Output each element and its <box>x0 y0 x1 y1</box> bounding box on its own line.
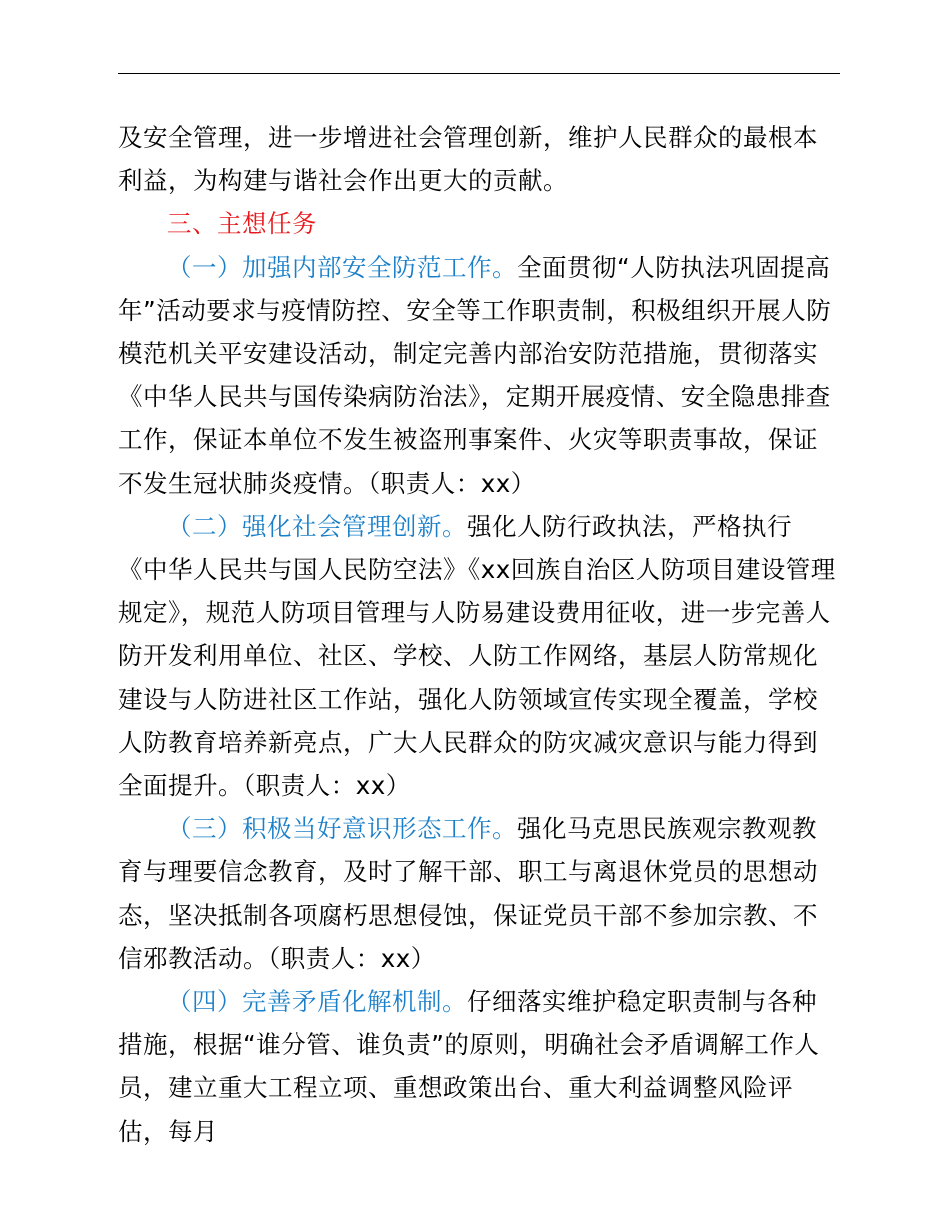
item-heading-3: （三）积极当好意识形态工作。 <box>167 814 517 844</box>
item-body-1: 全面贯彻“人防执法巩固提高年”活动要求与疫情防控、安全等工作职责制，积极组织开展人防模范机关平安建设活动，制定完善内部治安防范措施，贯彻落实《中华人民共与国传染病防治法》，定期开展疫情、安全隐患排查工作，保证本单位不发生被盗刑事案件、火灾等职责事故，保证不发生冠状肺炎疫情。（职责人：xx） <box>118 252 832 498</box>
continuation-paragraph: 及安全管理，进一步增进社会管理创新，维护人民群众的最根本利益，为构建与谐社会作出更大的贡献。 <box>118 123 818 196</box>
document-body <box>118 116 840 1153</box>
item-paragraph-4 <box>118 980 840 1153</box>
item-paragraph-3 <box>118 807 840 980</box>
item-body-2: 强化人防行政执法，严格执行《中华人民共与国人民防空法》《xx回族自治区人防项目建设管理规定》，规范人防项目管理与人防易建设费用征收，进一步完善人防开发利用单位、社区、学校、人防工作网络，基层人防常规化建设与人防进社区工作站，强化人防领域宣传实现全覆盖，学校人防教育培养新亮点，广大人民群众的防灾减灾意识与能力得到全面提升。（职责人：xx） <box>118 511 836 801</box>
section-title: 三、主想任务 <box>167 209 317 239</box>
item-heading-2: （二）强化社会管理创新。 <box>167 511 467 541</box>
item-heading-1: （一）加强内部安全防范工作。 <box>167 252 517 282</box>
item-paragraph-1 <box>118 246 840 505</box>
item-paragraph-2 <box>118 505 840 807</box>
item-heading-4: （四）完善矛盾化解机制。 <box>167 987 467 1017</box>
header-rule <box>118 73 840 74</box>
item-body-4: 仔细落实维护稳定职责制与各种措施，根据“谁分管、谁负责”的原则，明确社会矛盾调解工作人员，建立重大工程立项、重想政策出台、重大利益调整风险评估，每月 <box>118 987 820 1146</box>
item-body-3: 强化马克思民族观宗教观教育与理要信念教育，及时了解干部、职工与离退休党员的思想动态，坚决抵制各项腐朽思想侵蚀，保证党员干部不参加宗教、不信邪教活动。（职责人：xx） <box>118 814 818 973</box>
